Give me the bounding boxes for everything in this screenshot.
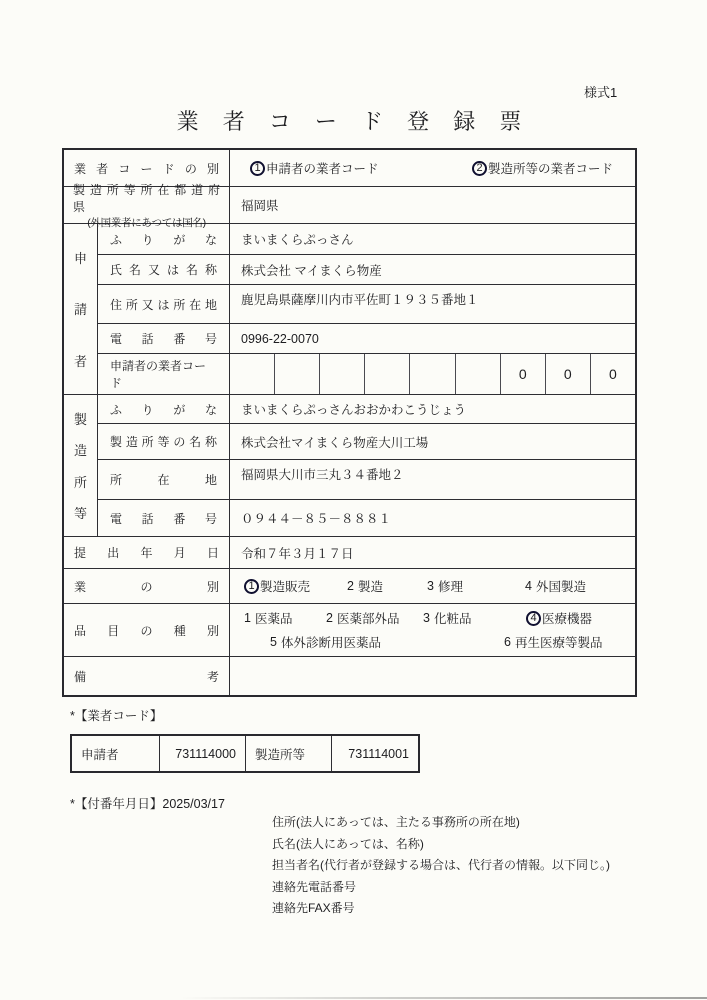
code-type-label: 業 者 コ ー ド の 別 xyxy=(74,161,219,176)
circled-number-1-icon: 1 xyxy=(244,579,259,594)
numbering-date-value: 2025/03/17 xyxy=(162,797,225,811)
row-applicant-phone xyxy=(98,324,635,354)
item-category-label: 品 目 の 種 別 xyxy=(74,623,219,638)
note-line: 住所(法人にあっては、主たる事務所の所在地) xyxy=(272,815,520,829)
row-factory-address xyxy=(98,460,635,500)
side-char: 製 xyxy=(73,412,87,428)
page-title: 業 者 コ ー ド 登 録 票 xyxy=(176,109,531,134)
option-shuri xyxy=(427,577,525,595)
submission-date-value: 令和７年３月１７日 xyxy=(241,546,354,561)
numbering-date-line xyxy=(70,794,225,812)
option-label: 体外診断用医薬品 xyxy=(280,635,381,650)
code-digit-cell xyxy=(274,354,319,394)
factory-rows xyxy=(98,395,635,536)
option-label: 医療機器 xyxy=(542,612,593,627)
furigana-label-cell xyxy=(98,224,230,254)
option-iyakubugaihin xyxy=(326,609,423,627)
option-saiseiiryo xyxy=(504,633,635,651)
option-factory-code xyxy=(472,159,635,177)
factory-assigned-code: 731114001 xyxy=(331,736,418,771)
remarks-label-cell xyxy=(64,657,230,695)
option-seizo xyxy=(347,577,427,595)
business-type-options xyxy=(230,577,635,595)
factory-code-row-label: 製造所等 xyxy=(245,736,331,771)
applicant-assigned-code: 731114000 xyxy=(159,736,245,771)
number-5: 5 xyxy=(270,634,277,649)
row-item-category xyxy=(64,604,635,657)
factory-address-label: 所 在 地 xyxy=(110,473,217,487)
code-digit-cell xyxy=(409,354,454,394)
side-char: 造 xyxy=(73,443,87,459)
code-digit-cell: 0 xyxy=(500,354,545,394)
option-iyakuhin xyxy=(244,609,326,627)
option-label: 化粧品 xyxy=(433,612,472,627)
applicant-block xyxy=(64,224,635,395)
number-6: 6 xyxy=(504,634,511,649)
remarks-label: 備 考 xyxy=(74,669,219,684)
factory-name-value: 株式会社マイまくら物産大川工場 xyxy=(241,435,429,450)
side-char: 申 xyxy=(73,251,87,267)
factory-phone-value: ０９４４－８５－８８８１ xyxy=(241,512,392,526)
registration-table xyxy=(62,148,637,697)
code-digit-cell xyxy=(319,354,364,394)
code-digit-cell xyxy=(230,354,274,394)
applicant-phone-value: 0996-22-0070 xyxy=(241,331,319,346)
circled-number-2-icon: 2 xyxy=(472,161,487,176)
code-digit-cell: 0 xyxy=(545,354,590,394)
submission-date-label: 提 出 年 月 日 xyxy=(74,546,219,560)
applicant-address-value: 鹿児島県薩摩川内市平佐町１９３５番地１ xyxy=(241,293,479,307)
row-business-type xyxy=(64,569,635,604)
prefecture-label-cell xyxy=(64,182,230,229)
scan-edge-artifact xyxy=(180,997,707,999)
circled-number-4-icon: 4 xyxy=(526,611,541,626)
side-char: 所 xyxy=(73,474,87,490)
option-label: 医薬部外品 xyxy=(336,612,400,627)
business-type-label-cell xyxy=(64,569,230,603)
prefecture-label-line1: 製 造 所 等 所 在 都 道 府 県 xyxy=(73,182,220,214)
option-label: 外国製造 xyxy=(535,580,586,594)
furigana-label-cell xyxy=(98,395,230,423)
circled-number-1-icon: 1 xyxy=(250,161,265,176)
prefecture-label-line2: (外国業者にあつては国名) xyxy=(87,216,206,229)
row-factory-phone xyxy=(98,500,635,536)
option-label: 医薬品 xyxy=(254,612,293,627)
side-char: 請 xyxy=(73,302,87,318)
form-code-label: 様式1 xyxy=(584,85,618,100)
row-submission-date xyxy=(64,537,635,569)
number-2: 2 xyxy=(347,579,354,593)
row-factory-name xyxy=(98,424,635,460)
code-digit-cell xyxy=(364,354,409,394)
note-line: 連絡先電話番号 xyxy=(272,879,357,894)
row-applicant-furigana xyxy=(98,224,635,255)
prefecture-value: 福岡県 xyxy=(241,199,279,213)
business-type-label: 業 の 別 xyxy=(74,579,219,594)
row-prefecture xyxy=(64,182,635,229)
factory-block xyxy=(64,395,635,537)
row-remarks xyxy=(64,657,635,695)
phone-label: 電 話 番 号 xyxy=(110,332,217,346)
factory-address-label-cell xyxy=(98,460,230,499)
submission-date-label-cell xyxy=(64,537,230,568)
factory-furigana-value: まいまくらぷっさんおおかわこうじょう xyxy=(241,403,467,417)
note-line: 氏名(法人にあっては、名称) xyxy=(272,836,424,851)
option-label: 修理 xyxy=(437,580,463,594)
option-label: 製造所等の業者コード xyxy=(488,162,614,176)
item-category-label-cell xyxy=(64,604,230,656)
number-1: 1 xyxy=(244,611,251,626)
code-digit-cell: 0 xyxy=(590,354,635,394)
row-applicant-address xyxy=(98,285,635,324)
row-applicant-name xyxy=(98,255,635,285)
number-2: 2 xyxy=(326,611,333,626)
option-label: 製造販売 xyxy=(260,580,311,594)
row-applicant-code xyxy=(98,354,635,394)
number-4: 4 xyxy=(525,579,532,593)
assigned-code-table xyxy=(70,734,420,773)
remarks-value xyxy=(230,657,635,695)
applicant-code-label: 申請者の業者コード xyxy=(110,359,207,390)
note-line: 担当者名(代行者が登録する場合は、代行者の情報。以下同じ。) xyxy=(272,858,610,873)
number-3: 3 xyxy=(423,611,430,626)
name-label: 氏 名 又 は 名 称 xyxy=(110,263,217,277)
factory-name-label: 製 造 所 等 の 名 称 xyxy=(110,435,217,449)
option-applicant-code xyxy=(250,159,472,177)
applicant-code-cells xyxy=(230,354,635,394)
option-label: 申請者の業者コード xyxy=(266,162,379,176)
item-category-line1 xyxy=(230,609,635,627)
business-type-value-cell xyxy=(230,569,635,603)
name-label-cell xyxy=(98,255,230,284)
row-factory-furigana xyxy=(98,395,635,424)
note-line: 連絡先FAX番号 xyxy=(272,901,355,916)
code-type-options xyxy=(230,159,635,177)
side-char: 者 xyxy=(73,353,87,369)
applicant-furigana-value: まいまくらぷっさん xyxy=(241,233,354,247)
item-category-line2 xyxy=(230,633,635,651)
phone-label-cell xyxy=(98,324,230,353)
side-char: 等 xyxy=(73,505,87,521)
option-label: 再生医療等製品 xyxy=(514,635,603,650)
applicant-rows xyxy=(98,224,635,394)
factory-name-label-cell xyxy=(98,424,230,459)
option-keshohin xyxy=(423,609,526,627)
option-label: 製造 xyxy=(357,580,383,594)
numbering-date-label: *【付番年月日】 xyxy=(70,797,163,811)
furigana-label: ふ り が な xyxy=(110,402,217,417)
applicant-code-label-cell xyxy=(98,354,230,394)
number-3: 3 xyxy=(427,579,434,593)
code-section-heading: *【業者コード】 xyxy=(70,709,163,723)
code-type-value-cell xyxy=(230,150,635,186)
option-seizohanbai xyxy=(244,577,347,595)
option-gaikokuseizo xyxy=(525,577,635,595)
notes-block xyxy=(272,812,610,920)
applicant-name-value: 株式会社 マイまくら物産 xyxy=(241,263,382,278)
applicant-code-row-label: 申請者 xyxy=(81,747,119,762)
option-iryokiki xyxy=(526,609,635,627)
factory-address-value: 福岡県大川市三丸３４番地２ xyxy=(241,468,404,482)
address-label: 住 所 又 は 所 在 地 xyxy=(110,297,217,312)
address-label-cell xyxy=(98,285,230,323)
item-category-value-cell xyxy=(230,604,635,656)
applicant-side-label xyxy=(64,224,98,394)
factory-side-label xyxy=(64,395,98,536)
code-digit-cell xyxy=(455,354,500,394)
phone-label: 電 話 番 号 xyxy=(110,511,217,526)
option-taigaishindan xyxy=(270,633,504,651)
phone-label-cell xyxy=(98,500,230,536)
furigana-label: ふ り が な xyxy=(110,232,217,247)
